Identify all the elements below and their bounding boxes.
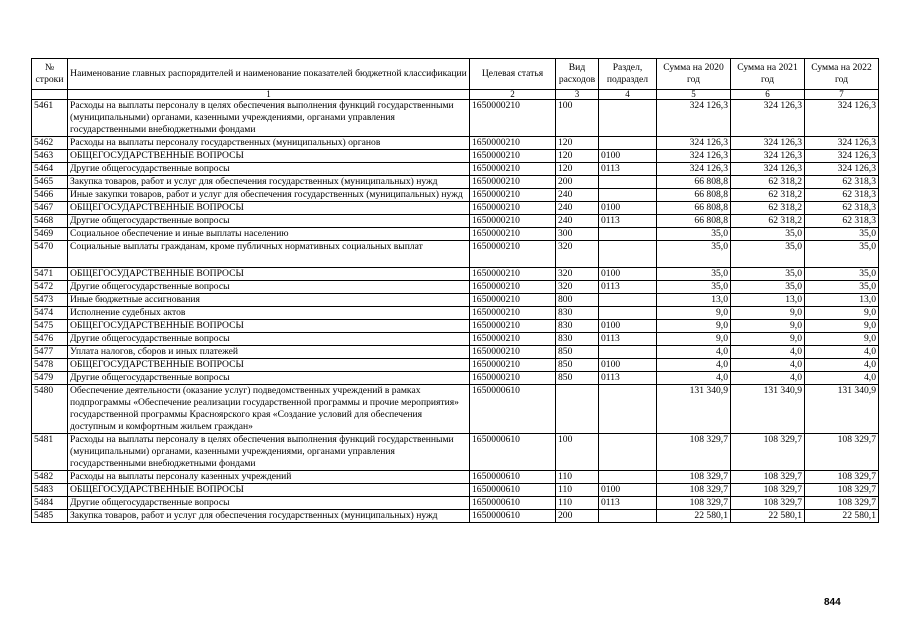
table-row — [32, 202, 879, 215]
indicator-name: Другие общегосударственные вопросы — [68, 497, 470, 510]
indicator-name: Иные закупки товаров, работ и услуг для обеспечения государственных (муниципальных) нужд — [68, 189, 470, 202]
target-article: 1650000210 — [470, 359, 556, 372]
sum-2022: 9,0 — [805, 307, 879, 320]
header-sum-2020: Сумма на 2020 год — [657, 59, 731, 90]
column-number: 2 — [470, 90, 556, 100]
sum-2020: 108 329,7 — [657, 471, 731, 484]
sum-2022: 35,0 — [805, 241, 879, 268]
sum-2020: 66 808,8 — [657, 176, 731, 189]
indicator-name: ОБЩЕГОСУДАРСТВЕННЫЕ ВОПРОСЫ — [68, 359, 470, 372]
table-row — [32, 359, 879, 372]
indicator-name: Уплата налогов, сборов и иных платежей — [68, 346, 470, 359]
expense-type: 830 — [556, 320, 599, 333]
expense-type: 830 — [556, 333, 599, 346]
sum-2022: 62 318,3 — [805, 215, 879, 228]
sum-2022: 4,0 — [805, 346, 879, 359]
header-name: Наименование главных распорядителей и наименование показателей бюджетной классификации — [68, 59, 470, 90]
table-row — [32, 176, 879, 189]
section-subsection: 0113 — [599, 497, 657, 510]
sum-2020: 35,0 — [657, 268, 731, 281]
table-row — [32, 137, 879, 150]
indicator-name: ОБЩЕГОСУДАРСТВЕННЫЕ ВОПРОСЫ — [68, 202, 470, 215]
target-article: 1650000210 — [470, 372, 556, 385]
sum-2022: 22 580,1 — [805, 510, 879, 523]
target-article: 1650000210 — [470, 228, 556, 241]
row-number: 5477 — [32, 346, 68, 359]
target-article: 1650000210 — [470, 176, 556, 189]
row-number: 5483 — [32, 484, 68, 497]
section-subsection — [599, 510, 657, 523]
sum-2021: 35,0 — [731, 268, 805, 281]
row-number: 5474 — [32, 307, 68, 320]
section-subsection: 0100 — [599, 202, 657, 215]
sum-2021: 35,0 — [731, 228, 805, 241]
indicator-name: ОБЩЕГОСУДАРСТВЕННЫЕ ВОПРОСЫ — [68, 484, 470, 497]
header-section: Раздел, подраздел — [599, 59, 657, 90]
section-subsection: 0113 — [599, 215, 657, 228]
expense-type: 120 — [556, 163, 599, 176]
expense-type: 100 — [556, 100, 599, 137]
expense-type: 120 — [556, 137, 599, 150]
row-number: 5478 — [32, 359, 68, 372]
indicator-name: Исполнение судебных актов — [68, 307, 470, 320]
sum-2021: 108 329,7 — [731, 471, 805, 484]
sum-2021: 108 329,7 — [731, 497, 805, 510]
target-article: 1650000610 — [470, 497, 556, 510]
sum-2020: 9,0 — [657, 320, 731, 333]
sum-2020: 66 808,8 — [657, 215, 731, 228]
section-subsection: 0113 — [599, 372, 657, 385]
sum-2021: 35,0 — [731, 241, 805, 268]
target-article: 1650000210 — [470, 189, 556, 202]
sum-2021: 62 318,2 — [731, 215, 805, 228]
sum-2022: 9,0 — [805, 320, 879, 333]
table-row — [32, 333, 879, 346]
sum-2020: 9,0 — [657, 307, 731, 320]
row-number: 5485 — [32, 510, 68, 523]
section-subsection — [599, 307, 657, 320]
sum-2022: 35,0 — [805, 268, 879, 281]
expense-type: 240 — [556, 215, 599, 228]
expense-type: 300 — [556, 228, 599, 241]
section-subsection: 0113 — [599, 281, 657, 294]
target-article: 1650000210 — [470, 100, 556, 137]
table-row — [32, 385, 879, 434]
row-number: 5464 — [32, 163, 68, 176]
target-article: 1650000210 — [470, 333, 556, 346]
row-number: 5462 — [32, 137, 68, 150]
indicator-name: Расходы на выплаты персоналу казенных учреждений — [68, 471, 470, 484]
expense-type: 320 — [556, 268, 599, 281]
sum-2022: 4,0 — [805, 372, 879, 385]
target-article: 1650000610 — [470, 434, 556, 471]
sum-2022: 62 318,3 — [805, 202, 879, 215]
sum-2021: 9,0 — [731, 320, 805, 333]
row-number: 5473 — [32, 294, 68, 307]
sum-2022: 108 329,7 — [805, 471, 879, 484]
sum-2020: 324 126,3 — [657, 150, 731, 163]
sum-2022: 62 318,3 — [805, 189, 879, 202]
section-subsection: 0113 — [599, 333, 657, 346]
table-row — [32, 215, 879, 228]
sum-2021: 9,0 — [731, 333, 805, 346]
header-row — [32, 59, 879, 90]
column-number: 6 — [731, 90, 805, 100]
row-number: 5475 — [32, 320, 68, 333]
row-number: 5470 — [32, 241, 68, 268]
column-number — [32, 90, 68, 100]
indicator-name: Расходы на выплаты персоналу в целях обеспечения выполнения функций государственными (муниципальными) органами, казенными учреждениями, органами управления государственными внебюджетными фондами — [68, 100, 470, 137]
target-article: 1650000210 — [470, 294, 556, 307]
section-subsection — [599, 294, 657, 307]
target-article: 1650000610 — [470, 484, 556, 497]
sum-2021: 4,0 — [731, 359, 805, 372]
table-row — [32, 307, 879, 320]
section-subsection: 0100 — [599, 320, 657, 333]
target-article: 1650000210 — [470, 241, 556, 268]
sum-2021: 4,0 — [731, 346, 805, 359]
indicator-name: Другие общегосударственные вопросы — [68, 281, 470, 294]
expense-type: 110 — [556, 471, 599, 484]
sum-2022: 324 126,3 — [805, 100, 879, 137]
sum-2022: 9,0 — [805, 333, 879, 346]
sum-2021: 324 126,3 — [731, 150, 805, 163]
sum-2020: 35,0 — [657, 228, 731, 241]
section-subsection — [599, 228, 657, 241]
row-number: 5463 — [32, 150, 68, 163]
target-article: 1650000210 — [470, 163, 556, 176]
row-number: 5472 — [32, 281, 68, 294]
target-article: 1650000210 — [470, 268, 556, 281]
sum-2020: 4,0 — [657, 359, 731, 372]
column-number: 4 — [599, 90, 657, 100]
indicator-name: ОБЩЕГОСУДАРСТВЕННЫЕ ВОПРОСЫ — [68, 268, 470, 281]
target-article: 1650000210 — [470, 150, 556, 163]
sum-2020: 108 329,7 — [657, 484, 731, 497]
row-number: 5467 — [32, 202, 68, 215]
section-subsection — [599, 189, 657, 202]
sum-2022: 62 318,3 — [805, 176, 879, 189]
sum-2020: 35,0 — [657, 281, 731, 294]
sum-2021: 35,0 — [731, 281, 805, 294]
table-row — [32, 150, 879, 163]
section-subsection — [599, 241, 657, 268]
budget-table — [31, 58, 879, 523]
target-article: 1650000210 — [470, 320, 556, 333]
indicator-name: Иные бюджетные ассигнования — [68, 294, 470, 307]
table-row — [32, 189, 879, 202]
sum-2022: 35,0 — [805, 281, 879, 294]
expense-type: 100 — [556, 434, 599, 471]
table-row — [32, 471, 879, 484]
sum-2021: 13,0 — [731, 294, 805, 307]
sum-2021: 62 318,2 — [731, 176, 805, 189]
target-article: 1650000210 — [470, 202, 556, 215]
table-row — [32, 372, 879, 385]
sum-2020: 35,0 — [657, 241, 731, 268]
expense-type: 830 — [556, 307, 599, 320]
sum-2021: 4,0 — [731, 372, 805, 385]
indicator-name: Расходы на выплаты персоналу государственных (муниципальных) органов — [68, 137, 470, 150]
sum-2021: 324 126,3 — [731, 137, 805, 150]
sum-2020: 4,0 — [657, 346, 731, 359]
section-subsection: 0100 — [599, 150, 657, 163]
column-number: 1 — [68, 90, 470, 100]
indicator-name: Другие общегосударственные вопросы — [68, 372, 470, 385]
expense-type: 240 — [556, 202, 599, 215]
section-subsection — [599, 434, 657, 471]
expense-type: 200 — [556, 176, 599, 189]
section-subsection: 0113 — [599, 163, 657, 176]
indicator-name: Другие общегосударственные вопросы — [68, 215, 470, 228]
sum-2020: 324 126,3 — [657, 100, 731, 137]
indicator-name: Социальное обеспечение и иные выплаты населению — [68, 228, 470, 241]
row-number: 5468 — [32, 215, 68, 228]
sum-2022: 131 340,9 — [805, 385, 879, 434]
sum-2020: 108 329,7 — [657, 434, 731, 471]
sum-2022: 324 126,3 — [805, 150, 879, 163]
sum-2022: 108 329,7 — [805, 484, 879, 497]
sum-2021: 62 318,2 — [731, 202, 805, 215]
table-row — [32, 100, 879, 137]
sum-2020: 22 580,1 — [657, 510, 731, 523]
target-article: 1650000610 — [470, 471, 556, 484]
table-row — [32, 346, 879, 359]
table-row — [32, 484, 879, 497]
section-subsection: 0100 — [599, 359, 657, 372]
row-number: 5482 — [32, 471, 68, 484]
row-number: 5476 — [32, 333, 68, 346]
section-subsection: 0100 — [599, 268, 657, 281]
indicator-name: ОБЩЕГОСУДАРСТВЕННЫЕ ВОПРОСЫ — [68, 150, 470, 163]
indicator-name: ОБЩЕГОСУДАРСТВЕННЫЕ ВОПРОСЫ — [68, 320, 470, 333]
indicator-name: Закупка товаров, работ и услуг для обеспечения государственных (муниципальных) нужд — [68, 176, 470, 189]
expense-type — [556, 385, 599, 434]
expense-type: 850 — [556, 372, 599, 385]
sum-2022: 4,0 — [805, 359, 879, 372]
page-number: 844 — [824, 597, 841, 608]
sum-2022: 108 329,7 — [805, 497, 879, 510]
sum-2022: 324 126,3 — [805, 137, 879, 150]
sum-2022: 13,0 — [805, 294, 879, 307]
column-number: 3 — [556, 90, 599, 100]
target-article: 1650000610 — [470, 385, 556, 434]
expense-type: 800 — [556, 294, 599, 307]
indicator-name: Другие общегосударственные вопросы — [68, 163, 470, 176]
expense-type: 200 — [556, 510, 599, 523]
header-sum-2022: Сумма на 2022 год — [805, 59, 879, 90]
sum-2021: 22 580,1 — [731, 510, 805, 523]
sum-2020: 9,0 — [657, 333, 731, 346]
header-target-article: Целевая статья — [470, 59, 556, 90]
section-subsection: 0100 — [599, 484, 657, 497]
target-article: 1650000210 — [470, 137, 556, 150]
expense-type: 320 — [556, 281, 599, 294]
row-number: 5480 — [32, 385, 68, 434]
section-subsection — [599, 385, 657, 434]
sum-2021: 108 329,7 — [731, 434, 805, 471]
table-row — [32, 294, 879, 307]
section-subsection — [599, 100, 657, 137]
header-expense-type: Вид расходов — [556, 59, 599, 90]
row-number: 5461 — [32, 100, 68, 137]
row-number: 5471 — [32, 268, 68, 281]
expense-type: 110 — [556, 497, 599, 510]
indicator-name: Расходы на выплаты персоналу в целях обеспечения выполнения функций государственными (муниципальными) органами, казенными учреждениями, органами управления государственными внебюджетными фондами — [68, 434, 470, 471]
indicator-name: Социальные выплаты гражданам, кроме публичных нормативных социальных выплат — [68, 241, 470, 268]
indicator-name: Другие общегосударственные вопросы — [68, 333, 470, 346]
table-row — [32, 510, 879, 523]
target-article: 1650000210 — [470, 281, 556, 294]
sum-2020: 66 808,8 — [657, 189, 731, 202]
sum-2020: 108 329,7 — [657, 497, 731, 510]
header-row-number: № строки — [32, 59, 68, 90]
row-number: 5465 — [32, 176, 68, 189]
section-subsection — [599, 471, 657, 484]
table-row — [32, 163, 879, 176]
sum-2020: 324 126,3 — [657, 163, 731, 176]
sum-2022: 108 329,7 — [805, 434, 879, 471]
header-sum-2021: Сумма на 2021 год — [731, 59, 805, 90]
table-row — [32, 241, 879, 268]
table-row — [32, 268, 879, 281]
sum-2022: 324 126,3 — [805, 163, 879, 176]
expense-type: 850 — [556, 359, 599, 372]
row-number: 5466 — [32, 189, 68, 202]
sum-2021: 324 126,3 — [731, 100, 805, 137]
target-article: 1650000610 — [470, 510, 556, 523]
expense-type: 320 — [556, 241, 599, 268]
section-subsection — [599, 346, 657, 359]
sum-2021: 324 126,3 — [731, 163, 805, 176]
sum-2021: 108 329,7 — [731, 484, 805, 497]
sum-2020: 4,0 — [657, 372, 731, 385]
column-number: 5 — [657, 90, 731, 100]
section-subsection — [599, 176, 657, 189]
expense-type: 240 — [556, 189, 599, 202]
column-number: 7 — [805, 90, 879, 100]
sum-2022: 35,0 — [805, 228, 879, 241]
sum-2021: 9,0 — [731, 307, 805, 320]
target-article: 1650000210 — [470, 215, 556, 228]
sum-2021: 62 318,2 — [731, 189, 805, 202]
target-article: 1650000210 — [470, 307, 556, 320]
sum-2020: 13,0 — [657, 294, 731, 307]
section-subsection — [599, 137, 657, 150]
sum-2021: 131 340,9 — [731, 385, 805, 434]
row-number: 5481 — [32, 434, 68, 471]
table-row — [32, 228, 879, 241]
sum-2020: 66 808,8 — [657, 202, 731, 215]
target-article: 1650000210 — [470, 346, 556, 359]
sum-2020: 324 126,3 — [657, 137, 731, 150]
indicator-name: Закупка товаров, работ и услуг для обеспечения государственных (муниципальных) нужд — [68, 510, 470, 523]
sum-2020: 131 340,9 — [657, 385, 731, 434]
row-number: 5484 — [32, 497, 68, 510]
expense-type: 850 — [556, 346, 599, 359]
table-row — [32, 320, 879, 333]
table-row — [32, 281, 879, 294]
table-row — [32, 497, 879, 510]
table-row — [32, 434, 879, 471]
expense-type: 120 — [556, 150, 599, 163]
column-number-row — [32, 90, 879, 100]
expense-type: 110 — [556, 484, 599, 497]
row-number: 5469 — [32, 228, 68, 241]
indicator-name: Обеспечение деятельности (оказание услуг) подведомственных учреждений в рамках подпрограммы «Обеспечение реализации государственной программы и прочие мероприятия» государственной программы Красноярского края «Создание условий для обеспечения доступным и комфортным жильем граждан» — [68, 385, 470, 434]
row-number: 5479 — [32, 372, 68, 385]
